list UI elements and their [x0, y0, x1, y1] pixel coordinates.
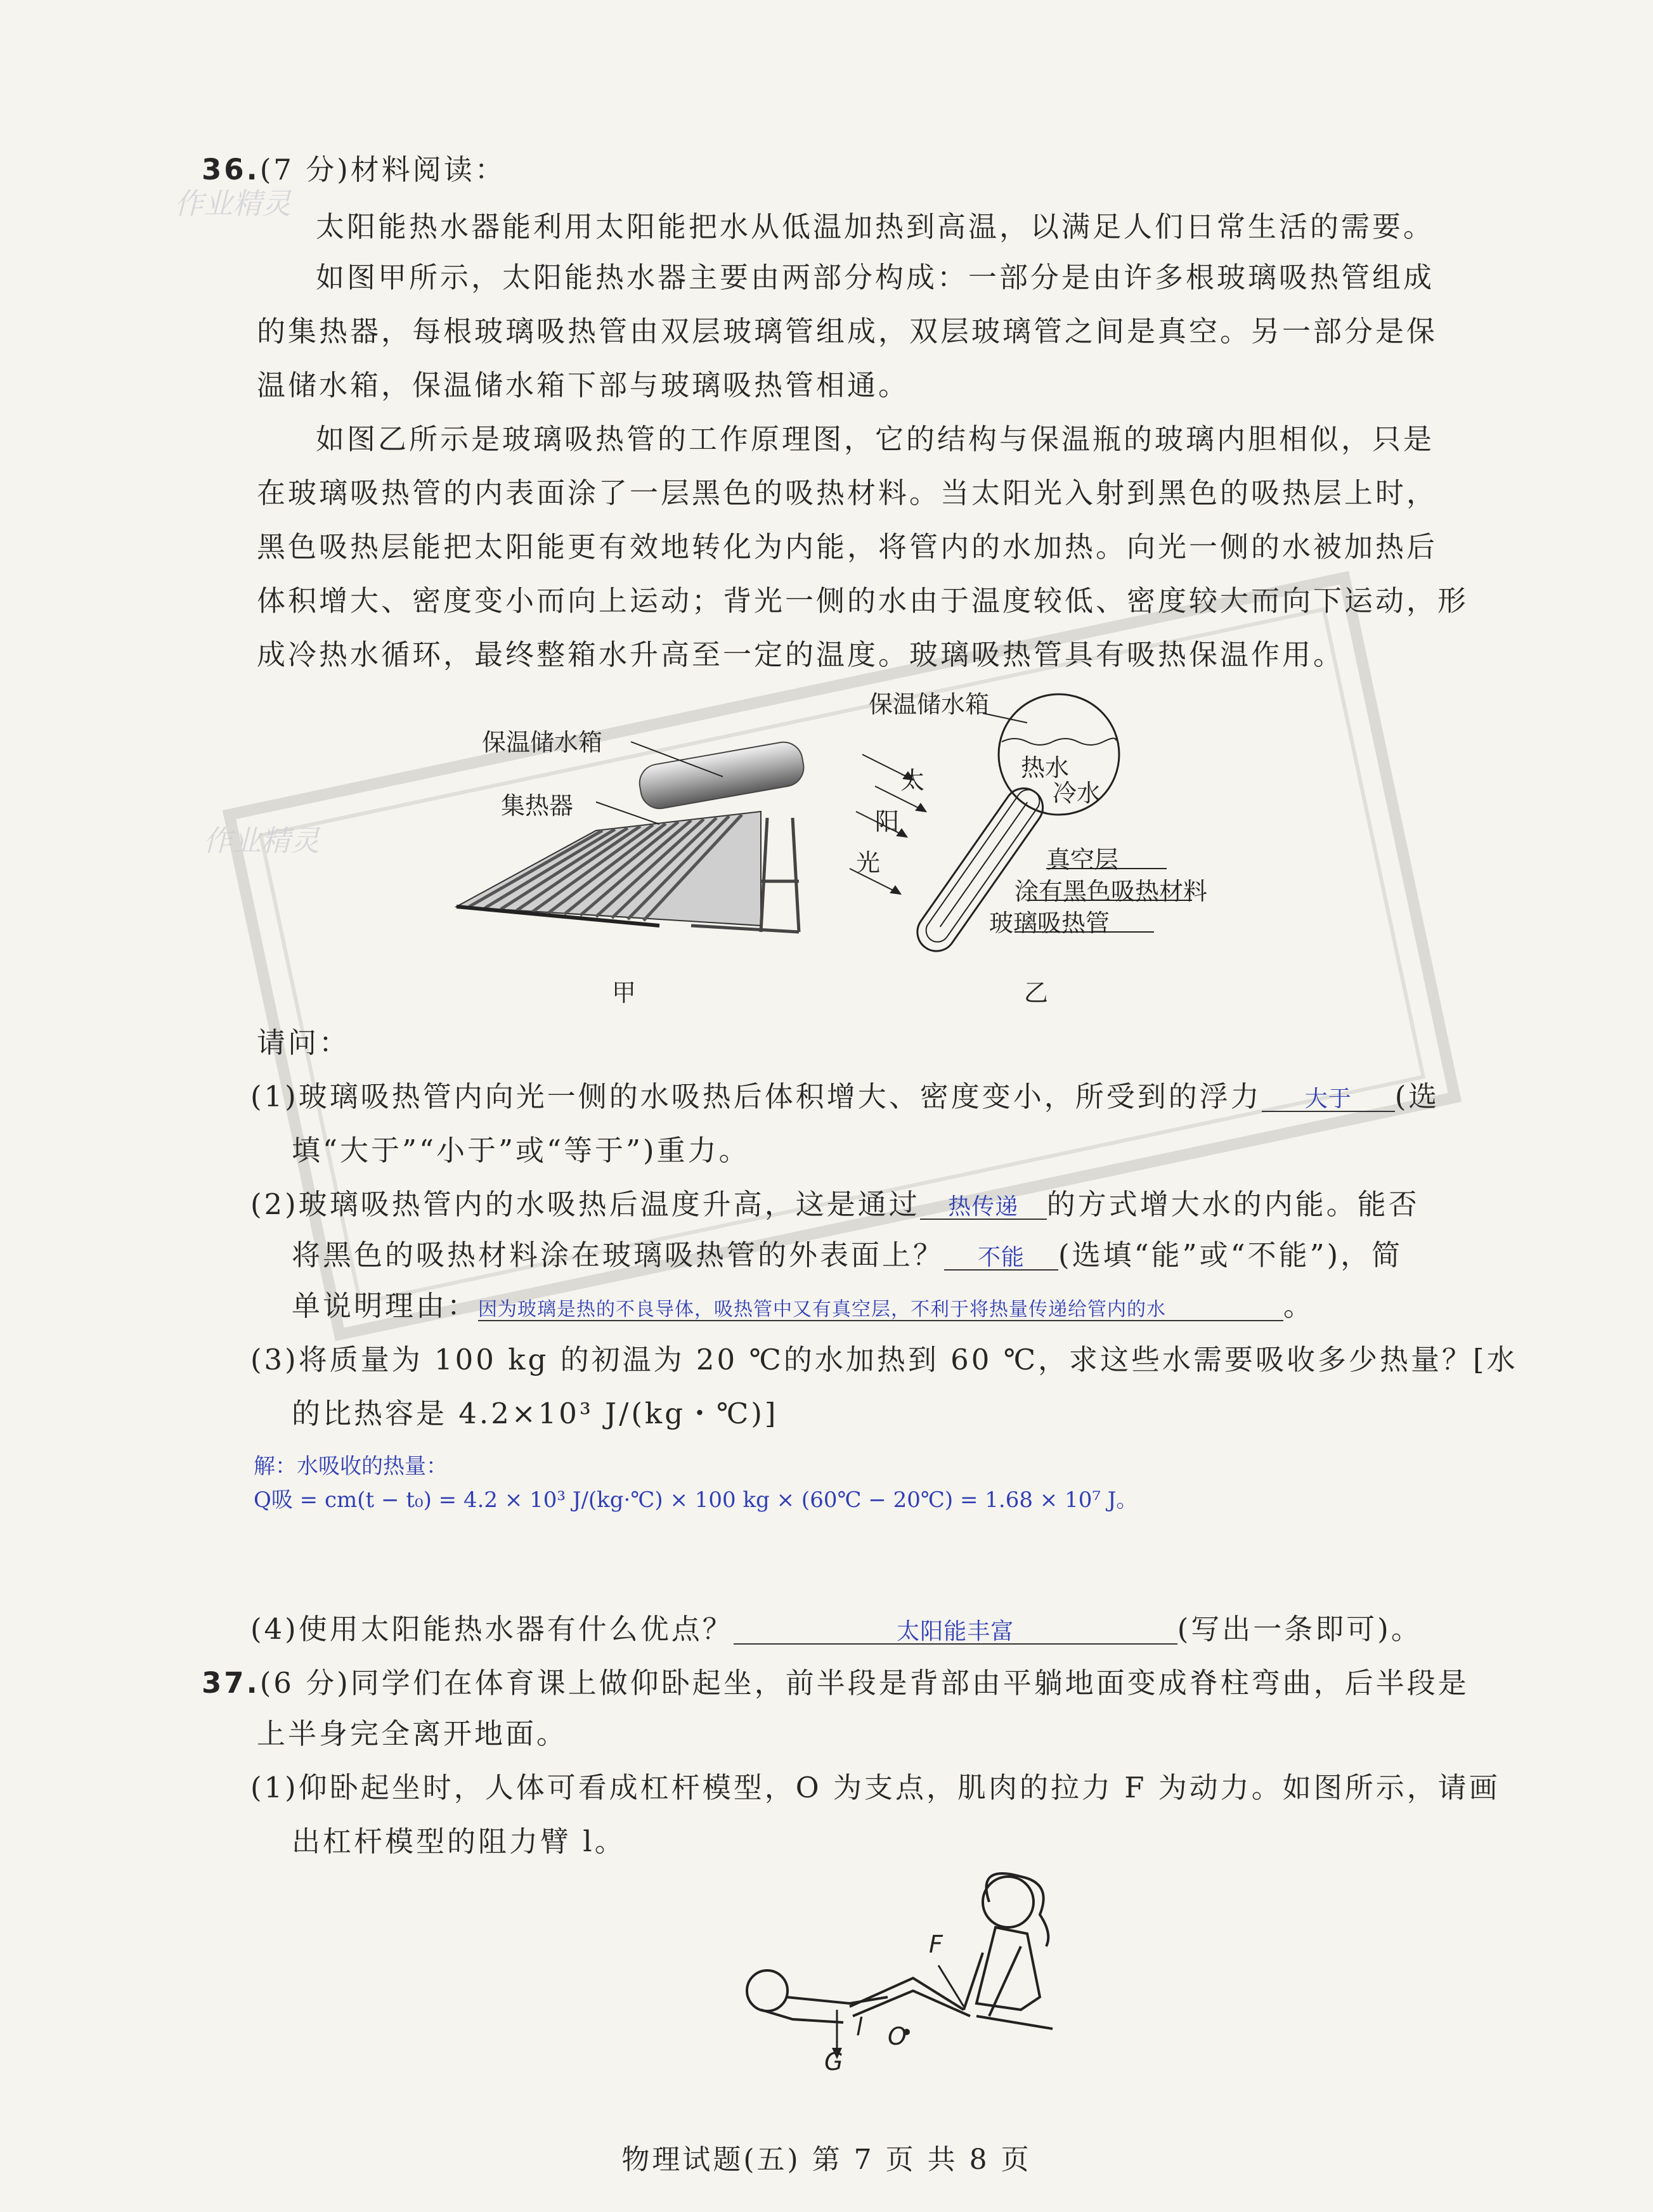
heat-tube-diagram: [837, 685, 1255, 989]
q36-sub2-blank3[interactable]: [478, 1287, 1283, 1321]
solar-heater-illustration: [406, 716, 837, 983]
q36-number: 36.: [202, 153, 260, 186]
yi-sun-2: 阳: [875, 808, 900, 836]
q36-para3-line3: 黑色吸热层能把太阳能更有效地转化为内能，将管内的水加热。向光一侧的水被加热后: [257, 530, 1438, 564]
q37-text: (6 分)同学们在体育课上做仰卧起坐，前半段是背部由平躺地面变成脊柱弯曲，后半段是: [259, 1666, 1469, 1700]
q36-sub4-tail: (写出一条即可)。: [1177, 1612, 1422, 1646]
q36-para2-line2: 的集热器，每根玻璃吸热管由双层玻璃管组成，双层玻璃管之间是真空。另一部分是保: [257, 314, 1438, 348]
q36-sub4-blank[interactable]: [734, 1610, 1177, 1645]
watermark-2: 作业精灵: [203, 824, 320, 858]
q36-sub2-answer2: 不能: [978, 1245, 1025, 1271]
q36-header: [202, 151, 506, 189]
yi-tube-label: 玻璃吸热管: [989, 909, 1110, 937]
q36-sub2-line2: [292, 1236, 1403, 1274]
q36-sub1-line2: 填“大于”“小于”或“等于”)重力。: [292, 1134, 750, 1167]
q36-para2-line3: 温储水箱，保温储水箱下部与玻璃吸热管相通。: [257, 368, 910, 402]
q36-sub1-blank[interactable]: [1262, 1078, 1395, 1112]
yi-sun-3: 光: [856, 849, 881, 877]
q37-line1: [202, 1664, 1469, 1702]
yi-cold-water: 冷水: [1053, 779, 1101, 807]
q36-sub3-solution-line1: 解：水吸收的热量：: [254, 1454, 448, 1479]
q36-para3-line2: 在玻璃吸热管的内表面涂了一层黑色的吸热材料。当太阳光入射到黑色的吸热层上时，: [257, 476, 1438, 510]
q36-sub2-line1: [250, 1186, 1420, 1224]
q36-sub2-text2: 将黑色的吸热材料涂在玻璃吸热管的外表面上？: [292, 1238, 945, 1272]
q37-line2: 上半身完全离开地面。: [257, 1717, 568, 1750]
q36-sub1-tail: (选: [1394, 1080, 1440, 1113]
q36-sub2-text: (2)玻璃吸热管内的水吸热后温度升高，这是通过: [250, 1187, 920, 1221]
q37-sub1-line1: (1)仰卧起坐时，人体可看成杠杆模型，O 为支点，肌肉的拉力 F 为动力。如图所示，请画: [250, 1771, 1500, 1804]
situp-figure: [723, 1864, 1078, 2079]
q36-ask: 请问：: [257, 1026, 351, 1059]
q36-sub2-period: 。: [1283, 1289, 1315, 1323]
q36-title: (7 分)材料阅读：: [259, 153, 506, 186]
watermark-1: 作业精灵: [174, 186, 291, 221]
q37-sub1-line2: 出杠杆模型的阻力臂 l。: [292, 1825, 626, 1858]
q36-sub3-solution-line2: Q吸 = cm(t − t₀) = 4.2 × 10³ J/(kg·℃) × 100 kg × (60℃ − 20℃) = 1.68 × 10⁷ J。: [254, 1487, 1138, 1513]
yi-hot-water: 热水: [1021, 754, 1070, 782]
yi-coating-label: 涂有黑色吸热材料: [1014, 877, 1208, 905]
situp-l-label: l: [856, 2013, 863, 2041]
q36-sub2-blank1[interactable]: [920, 1186, 1047, 1220]
yi-caption: 乙: [1024, 979, 1049, 1007]
q36-sub2-tail2: (选填“能”或“不能”)，简: [1058, 1238, 1403, 1272]
situp-O-label: O: [888, 2022, 907, 2050]
q36-para2-line1: 如图甲所示，太阳能热水器主要由两部分构成：一部分是由许多根玻璃吸热管组成: [316, 261, 1435, 294]
situp-G-label: G: [824, 2048, 843, 2076]
page-footer: 物理试题(五) 第 7 页 共 8 页: [621, 2144, 1032, 2176]
q36-para3-line4: 体积增大、密度变小而向上运动；背光一侧的水由于温度较低、密度较大而向下运动，形: [257, 584, 1469, 618]
q36-para3-line5: 成冷热水循环，最终整箱水升高至一定的温度。玻璃吸热管具有吸热保温作用。: [257, 638, 1345, 671]
q36-sub1-line1: [250, 1078, 1439, 1116]
q36-para1: 太阳能热水器能利用太阳能把水从低温加热到高温，以满足人们日常生活的需要。: [316, 210, 1435, 243]
q36-sub2-reason-label: 单说明理由：: [292, 1289, 479, 1323]
jia-tank-label: 保温储水箱: [482, 728, 603, 756]
yi-vacuum-label: 真空层: [1046, 846, 1119, 874]
figure-yi: [837, 685, 1255, 989]
q36-para3-line1: 如图乙所示是玻璃吸热管的工作原理图，它的结构与保温瓶的玻璃内胆相似，只是: [316, 422, 1435, 456]
jia-caption: 甲: [612, 979, 637, 1007]
q36-sub2-answer3: 因为玻璃是热的不良导体，吸热管中又有真空层，不利于将热量传递给管内的水: [478, 1298, 1167, 1321]
q36-sub3-line1: (3)将质量为 100 kg 的初温为 20 ℃的水加热到 60 ℃，求这些水需要吸收多少热量？[水: [250, 1343, 1518, 1376]
q37-number: 37.: [202, 1666, 260, 1700]
q36-sub4-text: (4)使用太阳能热水器有什么优点？: [250, 1612, 734, 1646]
figure-jia: [406, 716, 837, 983]
q36-sub2-tail: 的方式增大水的内能。能否: [1046, 1187, 1420, 1221]
q36-sub4-line: [250, 1610, 1422, 1648]
q36-sub1-text: (1)玻璃吸热管内向光一侧的水吸热后体积增大、密度变小，所受到的浮力: [250, 1080, 1262, 1113]
q36-sub2-blank2[interactable]: [944, 1236, 1058, 1271]
yi-sun-1: 太: [900, 766, 925, 794]
q36-sub3-line2: 的比热容是 4.2×10³ J/(kg・℃)]: [292, 1397, 779, 1430]
jia-collector-label: 集热器: [501, 792, 574, 820]
q36-sub4-answer: 太阳能丰富: [897, 1619, 1014, 1645]
yi-tank-label: 保温储水箱: [869, 690, 990, 718]
q36-sub2-answer1: 热传递: [948, 1194, 1019, 1220]
situp-F-label: F: [929, 1931, 943, 1958]
q36-sub1-answer: 大于: [1304, 1086, 1352, 1112]
q36-sub2-line3: [292, 1287, 1314, 1325]
